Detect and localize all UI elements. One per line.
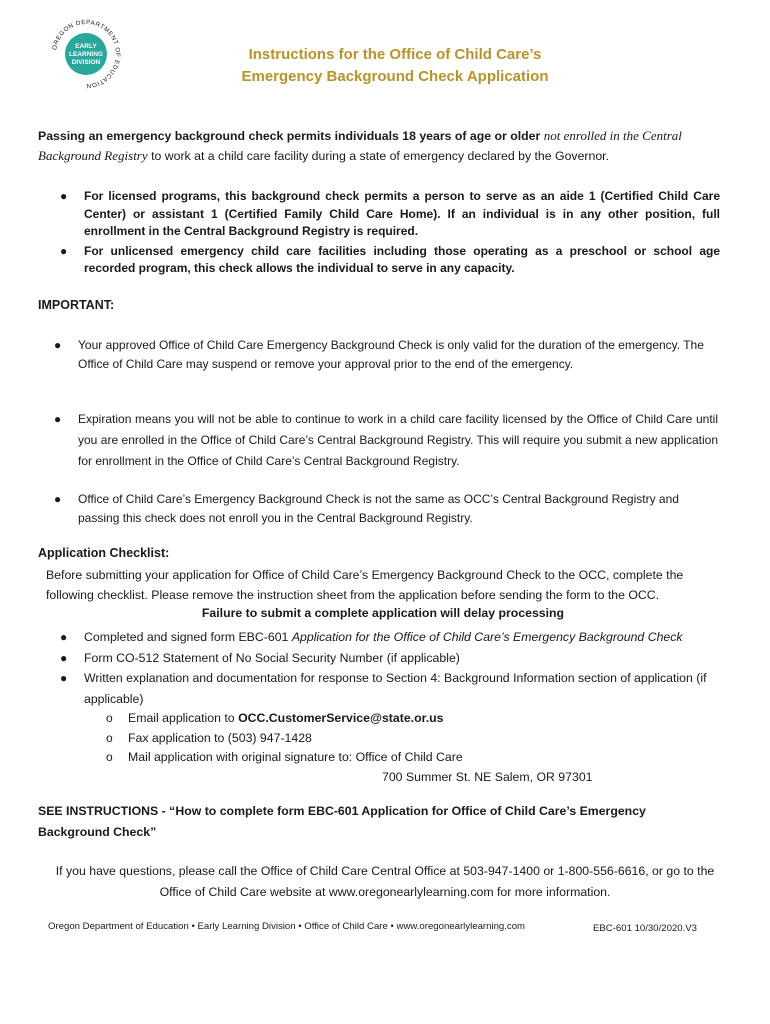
checklist-item — [60, 668, 720, 709]
circle-bullet-icon: o — [106, 711, 113, 725]
important-text: Expiration means you will not be able to continue to work in a child care facility licensed by the Office of Child Care until you are enrolled in the Office of Child Care’s Central Background Registry. This will require you submit a new application for enrollment in the Office of Child Care’s Central Background Registry. — [78, 412, 718, 468]
important-item-3 — [54, 490, 718, 528]
circle-bullet-icon: o — [106, 730, 113, 745]
logo-line-3: DIVISION — [71, 59, 101, 66]
checklist-intro: Before submitting your application for Office of Child Care’s Emergency Background Check to the OCC, complete the following checklist. Please remove the instruction sheet from the application before sending the form to the OCC. — [46, 568, 684, 602]
checklist-item-italic: Application for the Office of Child Care’s Emergency Background Check — [291, 630, 683, 644]
bullet-icon: ● — [60, 671, 68, 685]
title-line-1: Instructions for the Office of Child Care’s — [248, 46, 542, 63]
mail-text: Mail application with original signature to: Office of Child Care — [128, 750, 463, 764]
bullet-icon: ● — [60, 243, 68, 258]
important-heading: IMPORTANT: — [38, 298, 115, 312]
fax-text: Fax application to (503) 947-1428 — [128, 730, 312, 745]
circle-bullet-icon: o — [106, 750, 113, 764]
intro-paragraph — [38, 126, 720, 166]
bullet-icon: ● — [54, 412, 62, 426]
submission-email — [106, 709, 688, 729]
logo-line-1: EARLY — [75, 43, 97, 50]
oregon-early-learning-logo — [50, 18, 122, 90]
bullet-icon: ● — [54, 338, 62, 352]
logo-ring-text: OREGON DEPARTMENT OF EDUCATION — [51, 18, 122, 90]
bullet-icon: ● — [60, 650, 68, 665]
email-address: OCC.CustomerService@state.or.us — [238, 711, 444, 725]
submission-methods — [106, 709, 688, 787]
form-code: EBC-601 10/30/2020.V3 — [593, 923, 698, 934]
checklist-items — [60, 627, 720, 709]
eligibility-text: For unlicensed emergency child care facilities including those operating as a preschool or school age recorded program, this check allows the individual to serve in any capacity. — [84, 243, 720, 275]
checklist-item-text: Form CO-512 Statement of No Social Security Number (if applicable) — [84, 650, 460, 665]
title-line-2: Emergency Background Check Application — [241, 68, 549, 85]
footer-text: Oregon Department of Education • Early Learning Division • Office of Child Care • www.oregonearlylearning.com — [48, 921, 526, 932]
intro-rest: to work at a child care facility during a state of emergency declared by the Governor. — [151, 149, 610, 163]
checklist-item — [60, 648, 720, 669]
submission-fax — [106, 729, 688, 749]
email-label: Email application to — [128, 711, 235, 725]
checklist-warning: Failure to submit a complete application will delay processing — [201, 606, 565, 620]
bullet-icon: ● — [60, 189, 68, 203]
see-instructions: SEE INSTRUCTIONS - “How to complete form EBC-601 Application for Office of Child Care’s Emergency Background Check” — [38, 804, 646, 839]
checklist-heading: Application Checklist: — [38, 546, 170, 560]
eligibility-item — [60, 243, 720, 278]
important-item-1 — [54, 336, 718, 374]
mail-address: 700 Summer St. NE Salem, OR 97301 — [382, 769, 593, 784]
intro-bold: Passing an emergency background check permits individuals 18 years of age or older — [38, 129, 541, 143]
important-item-2 — [54, 409, 718, 472]
submission-mail — [106, 748, 688, 787]
checklist-item-text: Written explanation and documentation for response to Section 4: Background Information section of application (if applicable) — [84, 671, 707, 706]
eligibility-item — [60, 188, 720, 241]
important-text: Your approved Office of Child Care Emergency Background Check is only valid for the duration of the emergency. The Office of Child Care may suspend or remove your approval prior to the end of the emergency. — [78, 338, 704, 371]
important-text: Office of Child Care’s Emergency Background Check is not the same as OCC’s Central Background Registry and passing this check does not enroll you in the Central Background Registry. — [78, 492, 679, 525]
page-title — [180, 44, 610, 88]
eligibility-text: For licensed programs, this background check permits a person to serve as an aide 1 (Certified Child Care Center) or assistant 1 (Certified Family Child Care Home). If an individual is in any other position, full enrollment in the Central Background Registry is required. — [84, 189, 720, 238]
bullet-icon: ● — [60, 630, 68, 644]
bullet-icon: ● — [54, 492, 62, 506]
checklist-item-text: Completed and signed form EBC-601 — [84, 630, 289, 644]
questions-paragraph: If you have questions, please call the Office of Child Care Central Office at 503-947-1400 or 1-800-556-6616, or go to the Office of Child Care website at www.oregonearlylearning.com for more information. — [55, 864, 715, 899]
eligibility-list — [60, 188, 720, 280]
intro-italic: not enrolled in the Central Background Registry — [38, 128, 682, 163]
logo-line-2: LEARNING — [69, 51, 103, 58]
checklist-item — [60, 627, 720, 648]
